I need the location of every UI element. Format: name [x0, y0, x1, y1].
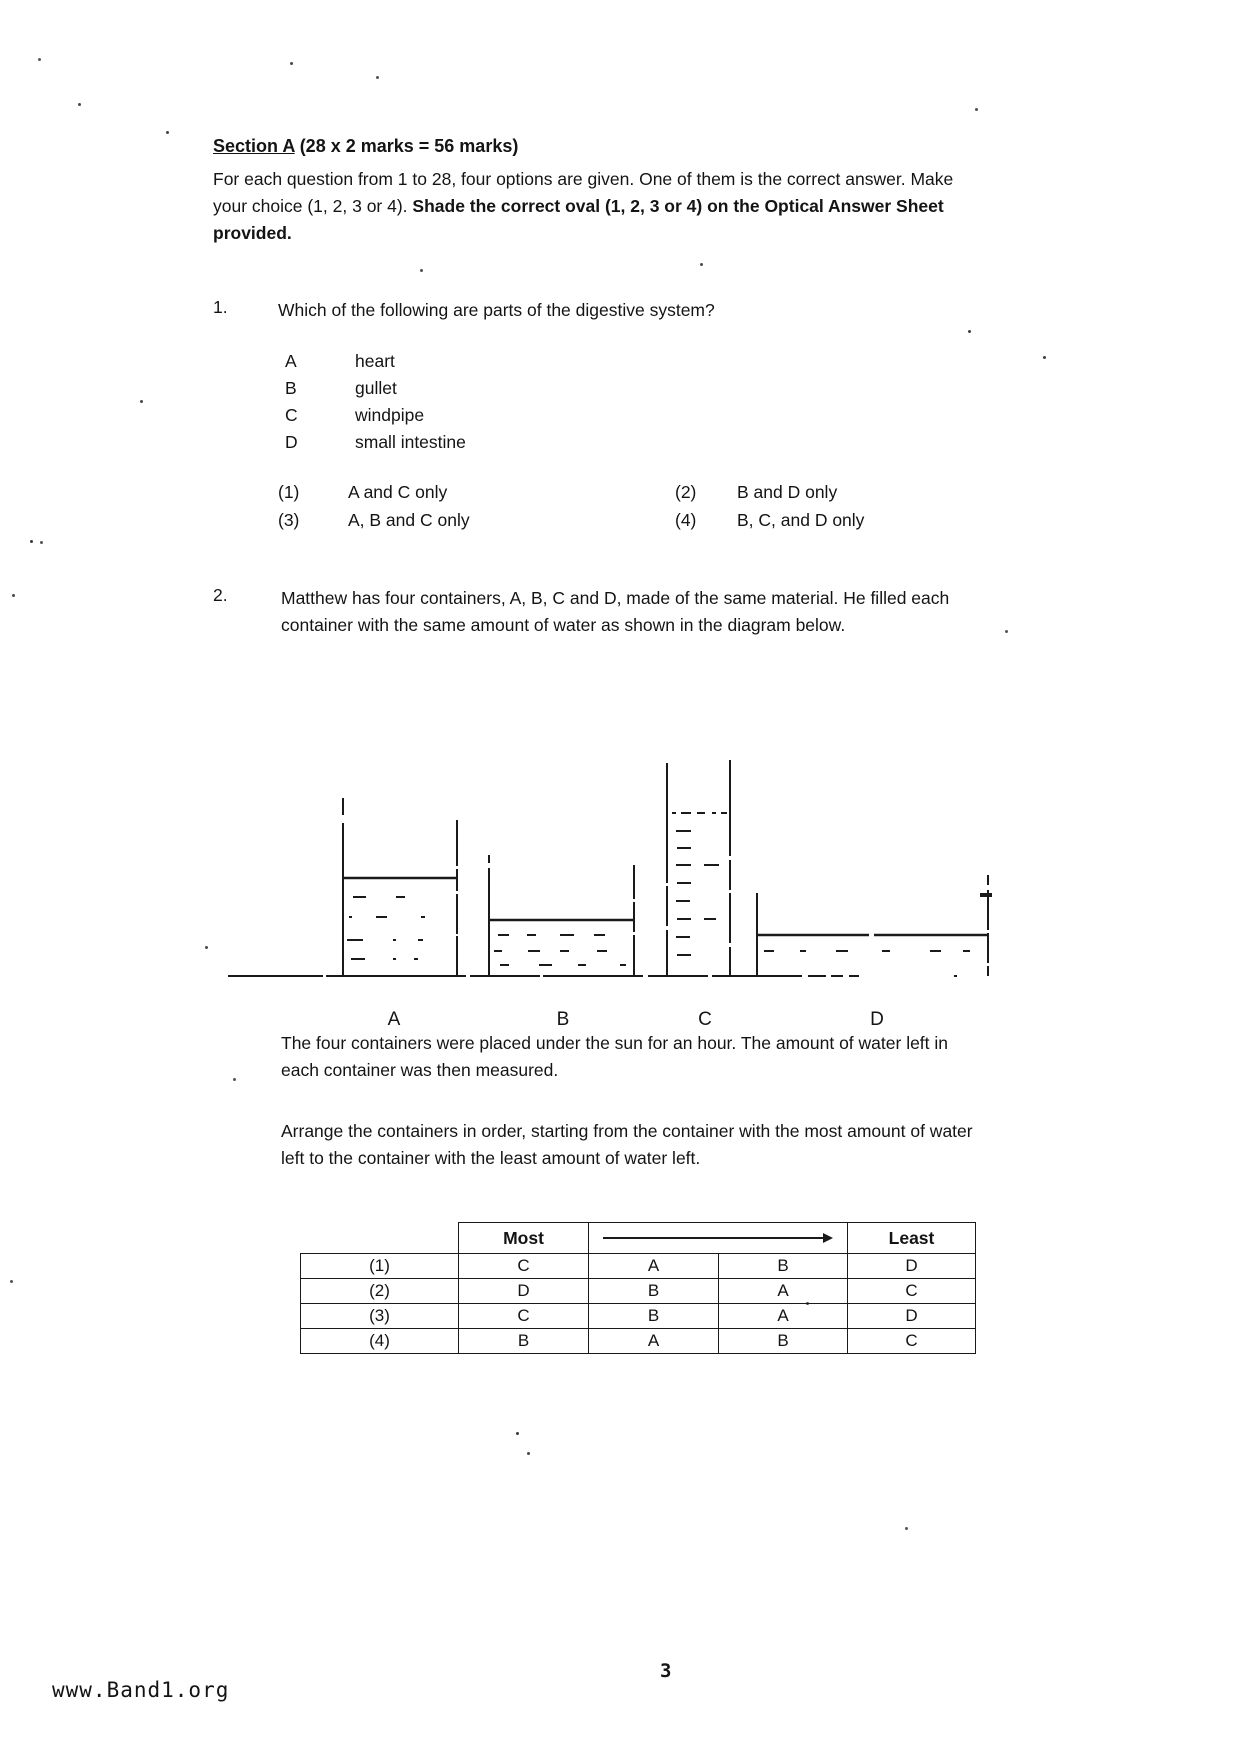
cell: A [719, 1304, 848, 1329]
q2-text-2: The four containers were placed under the sun for an hour. The amount of water left in each container was then measured. [281, 1033, 949, 1080]
q1-item-letter: A [285, 351, 297, 371]
cell: B [459, 1329, 589, 1354]
table-header-row [301, 1223, 976, 1254]
table-header-least: Least [848, 1223, 976, 1254]
q1-option-num: (3) [278, 509, 300, 530]
cell: A [589, 1254, 719, 1279]
table-header-blank [301, 1223, 459, 1254]
page-number: 3 [660, 1660, 672, 1682]
section-marks: (28 x 2 marks = 56 marks) [294, 136, 519, 156]
table-row [301, 1329, 976, 1354]
q1-item [285, 429, 466, 456]
cell: B [719, 1329, 848, 1354]
option-num: (1) [301, 1254, 459, 1279]
option-num: (4) [301, 1329, 459, 1354]
container-d [757, 875, 988, 976]
section-header [213, 136, 518, 157]
option-num: (3) [301, 1304, 459, 1329]
cell: D [848, 1304, 976, 1329]
q1-item [285, 402, 466, 429]
q1-item [285, 348, 466, 375]
q1-item-letter: D [285, 432, 298, 452]
cell: B [589, 1279, 719, 1304]
cell: B [719, 1254, 848, 1279]
q2-text-3: Arrange the containers in order, starting from the container with the most amount of water left to the container with the least amount of water left. [281, 1121, 973, 1168]
table-header-arrow-cell [589, 1223, 848, 1254]
instructions-bold: Shade the correct oval (1, 2, 3 or 4) on the Optical Answer Sheet provided. [213, 196, 944, 243]
cell: A [719, 1279, 848, 1304]
container-label-b: B [556, 1009, 570, 1030]
scan-noise-speckles [0, 0, 3, 3]
q1-item-list [285, 348, 466, 456]
containers-diagram [228, 735, 1012, 1035]
q1-text: Which of the following are parts of the digestive system? [278, 300, 715, 320]
table-row [301, 1304, 976, 1329]
cell: C [459, 1304, 589, 1329]
container-label-c: C [698, 1009, 712, 1030]
q1-number: 1. [213, 297, 228, 317]
container-a [343, 798, 457, 976]
option-num: (2) [301, 1279, 459, 1304]
cell: C [459, 1254, 589, 1279]
instructions-regular: For each question from 1 to 28, four options are given. One of them is the correct answer. Make your choice (1, 2, 3 or 4). [213, 169, 954, 216]
q1-option-text: A, B and C only [348, 509, 470, 530]
q1-option-text: B, C, and D only [737, 509, 865, 530]
q1-option-num: (2) [675, 482, 697, 502]
table-header-most: Most [459, 1223, 589, 1254]
q1-option-text: B and D only [737, 482, 838, 502]
q2-answer-table [300, 1222, 976, 1354]
q1-option-num: (1) [278, 482, 300, 502]
q1-option-row [278, 507, 864, 535]
q1-options [278, 479, 864, 534]
section-title: Section A [213, 136, 295, 156]
cell: B [589, 1304, 719, 1329]
q1-option-row [278, 479, 864, 507]
section-instructions [213, 166, 973, 247]
cell: C [848, 1279, 976, 1304]
cell: C [848, 1329, 976, 1354]
q1-item-text: heart [355, 351, 395, 371]
arrow-right-icon [589, 1233, 847, 1243]
cell: D [848, 1254, 976, 1279]
footer-watermark-url: www.Band1.org [52, 1678, 230, 1702]
table-row [301, 1279, 976, 1304]
q1-item [285, 375, 466, 402]
table-row [301, 1254, 976, 1279]
q2-number: 2. [213, 585, 228, 605]
q1-item-text: gullet [355, 378, 397, 398]
q1-item-text: small intestine [355, 432, 466, 452]
container-c [667, 760, 730, 976]
q1-item-text: windpipe [355, 405, 425, 425]
cell: A [589, 1329, 719, 1354]
container-label-a: A [387, 1009, 401, 1030]
q1-item-letter: C [285, 405, 298, 425]
q1-option-num: (4) [675, 509, 697, 530]
q1-item-letter: B [285, 378, 297, 398]
container-b [489, 855, 634, 976]
cell: D [459, 1279, 589, 1304]
q1-option-text: A and C only [348, 482, 448, 502]
q2-text-1: Matthew has four containers, A, B, C and D, made of the same material. He filled each container with the same amount of water as shown in the diagram below. [281, 588, 950, 635]
container-label-d: D [870, 1009, 884, 1030]
